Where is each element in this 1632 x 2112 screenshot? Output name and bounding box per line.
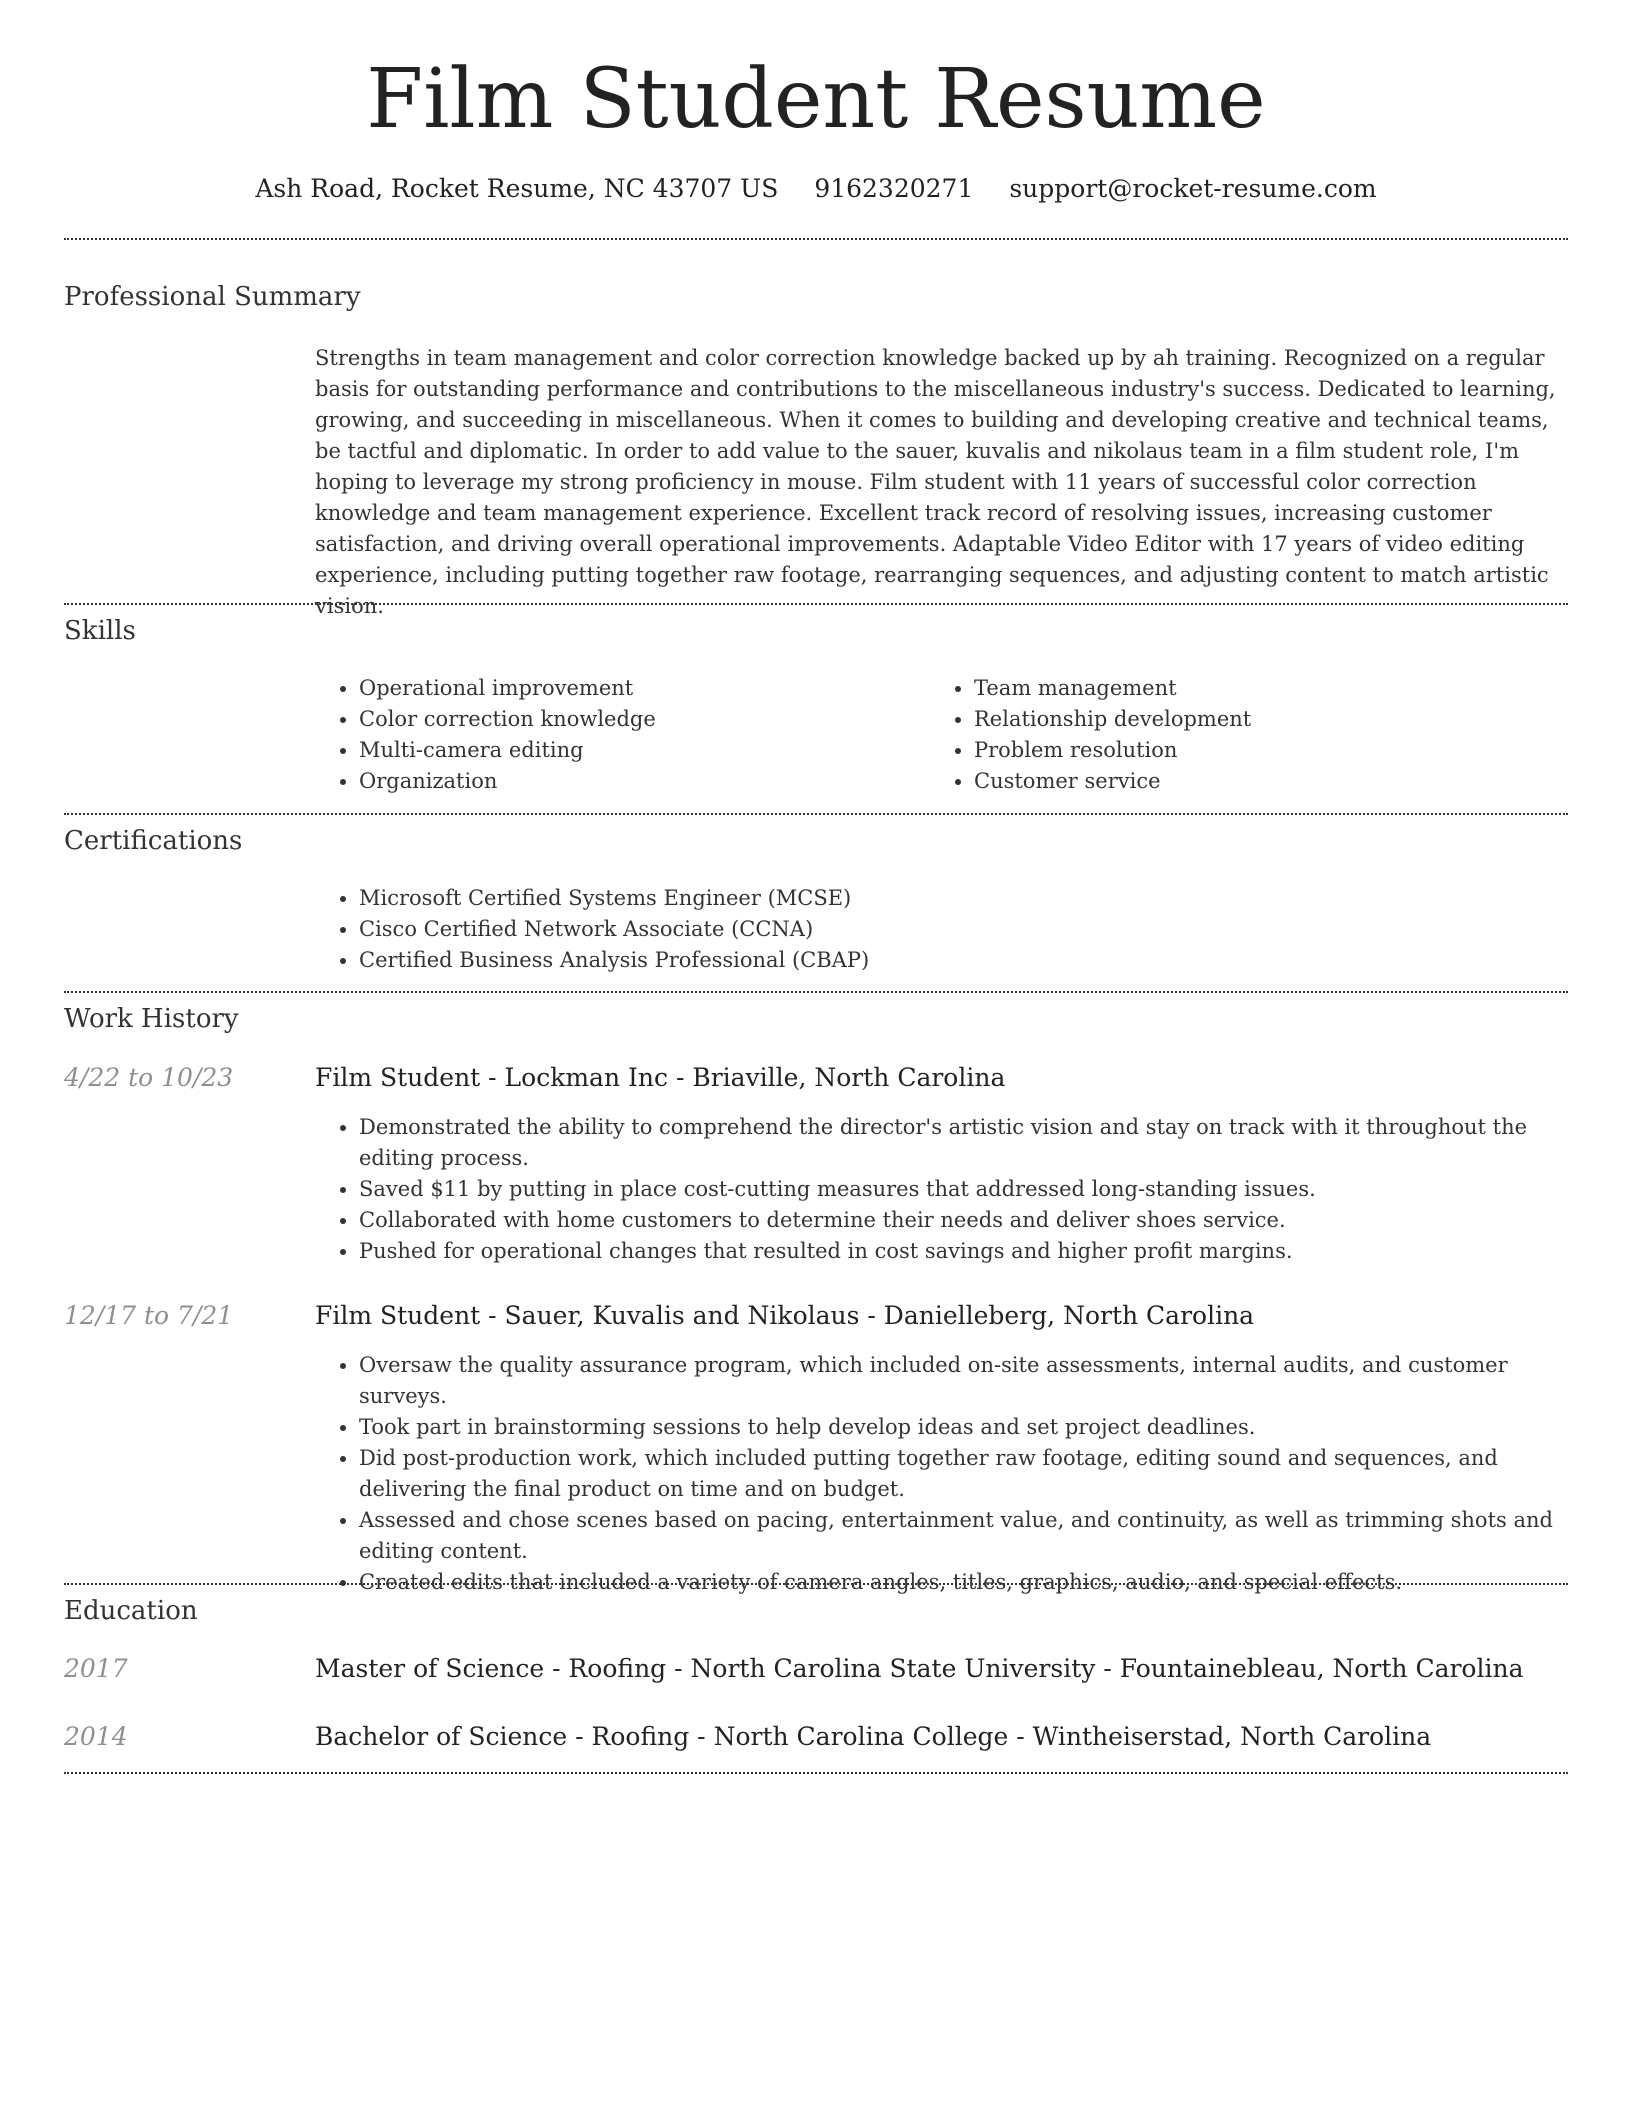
section-title-summary: Professional Summary — [64, 282, 361, 312]
certification-item: • Certified Business Analysis Professional (CBAP) — [359, 945, 1315, 976]
skill-item: • Organization — [359, 766, 915, 797]
skill-item: • Color correction knowledge — [359, 704, 915, 735]
divider — [64, 603, 1568, 605]
section-title-certifications: Certifications — [64, 826, 243, 856]
job-bullet: • Saved $11 by putting in place cost-cutting measures that addressed long-standing issues. — [359, 1174, 1570, 1205]
job-bullet: • Collaborated with home customers to determine their needs and deliver shoes service. — [359, 1205, 1570, 1236]
skills-column-1 — [315, 673, 915, 797]
phone: 9162320271 — [814, 174, 974, 203]
education-year: 2017 — [64, 1654, 128, 1683]
certifications-list — [315, 883, 1315, 976]
job-bullet: • Assessed and chose scenes based on pacing, entertainment value, and continuity, as well as trimming shots and editing content. — [359, 1505, 1570, 1567]
education-heading: Master of Science - Roofing - North Carolina State University - Fountainebleau, North Carolina — [315, 1654, 1524, 1683]
job-dates: 12/17 to 7/21 — [64, 1301, 234, 1330]
skill-item: • Operational improvement — [359, 673, 915, 704]
email: support@rocket-resume.com — [1009, 174, 1377, 203]
section-title-work-history: Work History — [64, 1004, 239, 1034]
resume-title: Film Student Resume — [366, 52, 1266, 147]
job-bullet: • Did post-production work, which included putting together raw footage, editing sound and sequences, and delivering the final product on time and on budget. — [359, 1443, 1570, 1505]
job-heading: Film Student - Lockman Inc - Briaville, North Carolina — [315, 1063, 1006, 1092]
divider — [64, 238, 1568, 240]
summary-text: Strengths in team management and color correction knowledge backed up by ah training. Recognized on a regular basis for outstanding performance and contributions to the miscellaneous industry's success. Dedicated to learning, growing, and succeeding in miscellaneous. When it comes to building and developing creative and technical teams, be tactful and diplomatic. In order to add value to the sauer, kuvalis and nikolaus team in a film student role, I'm hoping to leverage my strong proficiency in mouse. Film student with 11 years of successful color correction knowledge and team management experience. Excellent track record of resolving issues, increasing customer satisfaction, and driving overall operational improvements. Adaptable Video Editor with 17 years of video editing experience, including putting together raw footage, rearranging sequences, and adjusting content to match artistic vision. — [315, 346, 1556, 618]
skill-item: • Multi-camera editing — [359, 735, 915, 766]
education-heading: Bachelor of Science - Roofing - North Carolina College - Wintheiserstad, North Carolina — [315, 1722, 1432, 1751]
section-title-skills: Skills — [64, 616, 136, 646]
skill-item: • Relationship development — [974, 704, 1530, 735]
skill-item: • Team management — [974, 673, 1530, 704]
job-bullet: • Created edits that included a variety of camera angles, titles, graphics, audio, and special effects. — [359, 1567, 1570, 1598]
divider — [64, 813, 1568, 815]
address: Ash Road, Rocket Resume, NC 43707 US — [255, 174, 779, 203]
job-heading: Film Student - Sauer, Kuvalis and Nikolaus - Danielleberg, North Carolina — [315, 1301, 1255, 1330]
job-bullet: • Oversaw the quality assurance program, which included on-site assessments, internal audits, and customer surveys. — [359, 1350, 1570, 1412]
job-bullet: • Pushed for operational changes that resulted in cost savings and higher profit margins. — [359, 1236, 1570, 1267]
job-bullets — [315, 1350, 1570, 1598]
skills-column-2 — [930, 673, 1530, 797]
certification-item: • Cisco Certified Network Associate (CCNA) — [359, 914, 1315, 945]
divider — [64, 1583, 1568, 1585]
job-bullet: • Demonstrated the ability to comprehend the director's artistic vision and stay on track with it throughout the editing process. — [359, 1112, 1570, 1174]
job-dates: 4/22 to 10/23 — [64, 1063, 234, 1092]
skill-item: • Problem resolution — [974, 735, 1530, 766]
certification-item: • Microsoft Certified Systems Engineer (MCSE) — [359, 883, 1315, 914]
job-bullet: • Took part in brainstorming sessions to help develop ideas and set project deadlines. — [359, 1412, 1570, 1443]
skill-item: • Customer service — [974, 766, 1530, 797]
divider — [64, 991, 1568, 993]
contact-line — [0, 172, 1632, 206]
education-year: 2014 — [64, 1722, 128, 1751]
divider — [64, 1772, 1568, 1774]
job-bullets — [315, 1112, 1570, 1267]
section-title-education: Education — [64, 1596, 198, 1626]
